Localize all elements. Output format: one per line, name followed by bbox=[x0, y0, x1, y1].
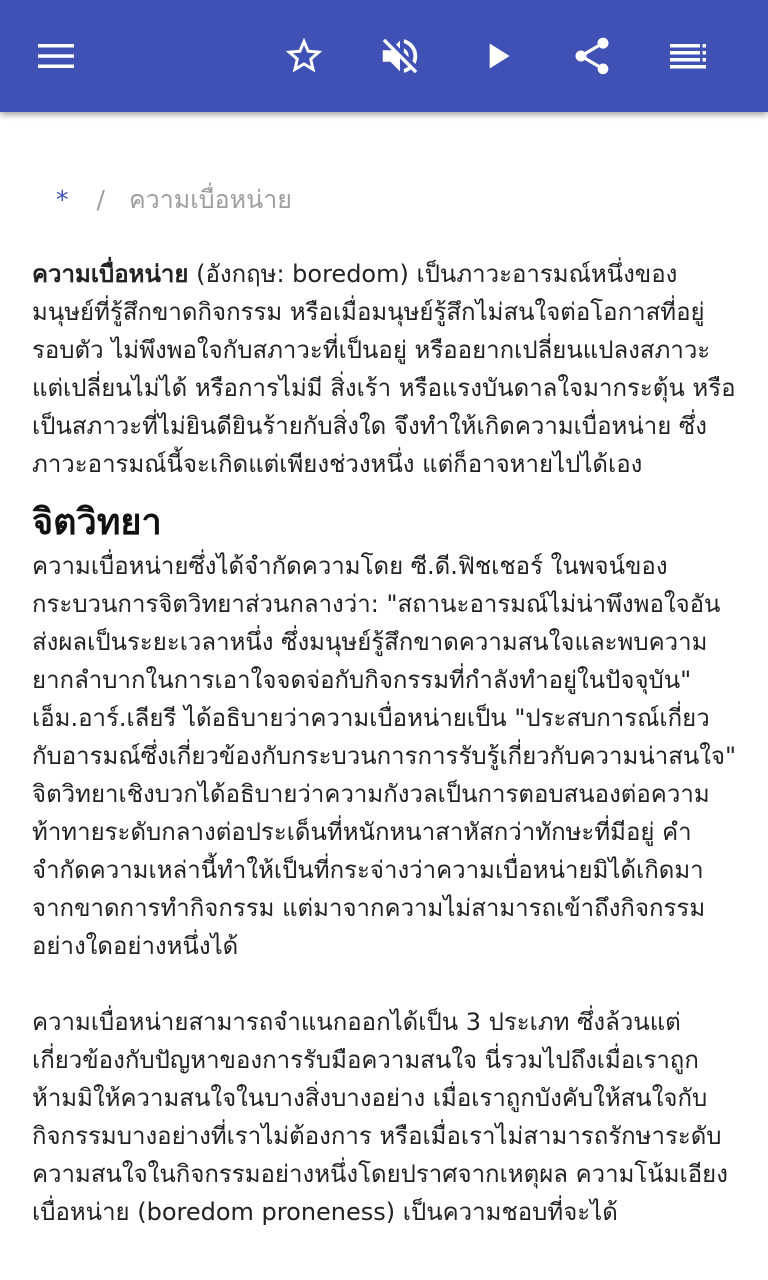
section-paragraph-1: ความเบื่อหน่ายซึ่งได้จำกัดความโดย ซี.ดี.ฟิชเชอร์ ในพจน์ของกระบวนการจิตวิทยาส่วนกลางว่า: "สถานะอารมณ์ไม่น่าพึงพอใจอันส่งผลเป็นระยะเวลาหนึ่ง ซึ่งมนุษย์รู้สึกขาดความสนใจและพบความยากลำบากในการเอาใจจดจ่อกับกิจกรรมที่กำลังทำอยู่ในปัจจุบัน" เอ็ม.อาร์.เลียรี ได้อธิบายว่าความเบื่อหน่ายเป็น "ประสบการณ์เกี่ยวกับอารมณ์ซึ่งเกี่ยวข้องกับกระบวนการการรับรู้เกี่ยวกับความน่าสนใจ" จิตวิทยาเชิงบวกได้อธิบายว่าความกังวลเป็นการตอบสนองต่อความท้าทายระดับกลางต่อประเด็นที่หนักหนาสาหัสกว่าทักษะที่มีอยู่ คำจำกัดความเหล่านี้ทำให้เป็นที่กระจ่างว่าความเบื่อหน่ายมิได้เกิดมาจากขาดการทำกิจกรรม แต่มาจากความไม่สามารถเข้าถึงกิจกรรมอย่างใดอย่างหนึ่งได้ bbox=[32, 552, 737, 960]
table-of-contents-button[interactable] bbox=[654, 22, 722, 90]
intro-text: (อังกฤษ: boredom) เป็นภาวะอารมณ์หนึ่งของมนุษย์ที่รู้สึกขาดกิจกรรม หรือเมื่อมนุษย์รู้สึกไม่สนใจต่อโอกาสที่อยู่รอบตัว ไม่พึงพอใจกับสภาวะที่เป็นอยู่ หรืออยากเปลี่ยนแปลงสภาวะแต่เปลี่ยนไม่ได้ หรือการไม่มี สิ่งเร้า หรือแรงบันดาลใจมากระตุ้น หรือเป็นสภาวะที่ไม่ยินดียินร้ายกับสิ่งใด จึงทำให้เกิดความเบื่อหน่าย ซึ่งภาวะอารมณ์นี้จะเกิดแต่เพียงช่วงหนึ่ง แต่ก็อาจหายไปได้เอง bbox=[32, 260, 736, 478]
volume-off-icon bbox=[377, 33, 423, 79]
breadcrumb-home-link[interactable]: * bbox=[56, 185, 69, 214]
breadcrumb-separator: / bbox=[96, 185, 105, 214]
star-outline-icon bbox=[282, 34, 326, 78]
section-paragraph-2: ความเบื่อหน่ายสามารถจำแนกออกได้เป็น 3 ประเภท ซึ่งล้วนแต่เกี่ยวข้องกับปัญหาของการรับมือความสนใจ นี่รวมไปถึงเมื่อเราถูกห้ามมิให้ความสนใจในบางสิ่งบางอย่าง เมื่อเราถูกบังคับให้สนใจกับกิจกรรมบางอย่างที่เราไม่ต้องการ หรือเมื่อเราไม่สามารถรักษาระดับความสนใจในกิจกรรมอย่างหนึ่งโดยปราศจากเหตุผล ความโน้มเอียงเบื่อหน่าย (boredom proneness) เป็นความชอบที่จะได้ bbox=[32, 1008, 728, 1226]
breadcrumb-current: ความเบื่อหน่าย bbox=[128, 185, 292, 214]
intro-paragraph bbox=[32, 255, 738, 483]
hamburger-menu-icon bbox=[36, 41, 76, 71]
article-title-bold: ความเบื่อหน่าย bbox=[32, 260, 189, 288]
section-heading: จิตวิทยา bbox=[32, 502, 162, 543]
favorite-button[interactable] bbox=[270, 22, 338, 90]
breadcrumb bbox=[56, 180, 292, 220]
article-body bbox=[32, 255, 738, 1231]
list-icon bbox=[668, 41, 708, 71]
play-button[interactable] bbox=[464, 22, 532, 90]
article-content[interactable] bbox=[0, 112, 768, 1280]
mute-button[interactable] bbox=[366, 22, 434, 90]
menu-button[interactable] bbox=[22, 22, 90, 90]
app-toolbar bbox=[0, 0, 768, 112]
share-button[interactable] bbox=[558, 22, 626, 90]
share-icon bbox=[570, 34, 614, 78]
play-icon bbox=[478, 36, 518, 76]
